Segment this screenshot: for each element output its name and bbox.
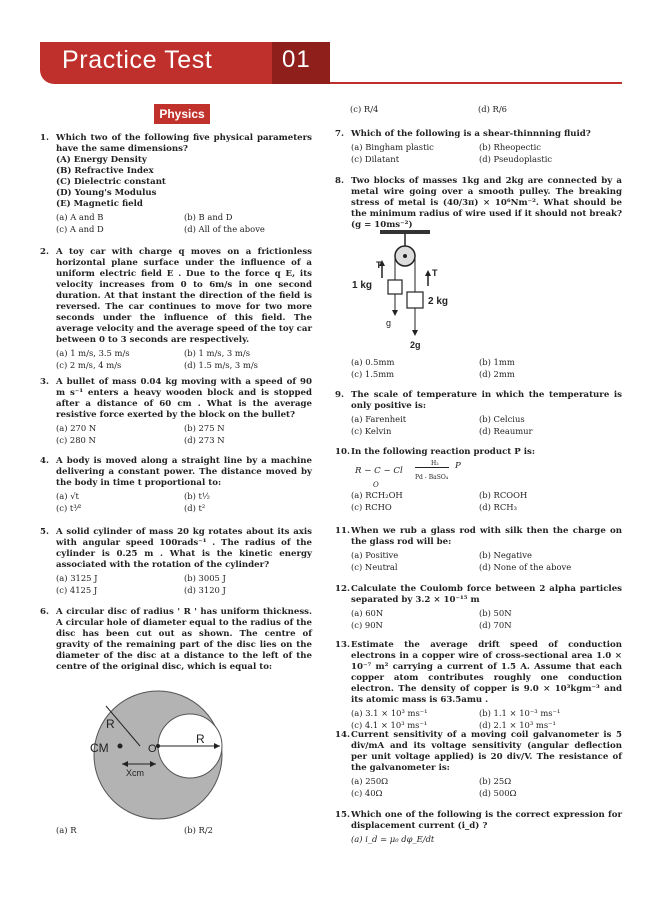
option-c[interactable]: (c) 4125 J bbox=[56, 585, 98, 595]
question-number: 6. bbox=[40, 607, 49, 617]
page-title: Practice Test bbox=[62, 46, 213, 74]
option-a[interactable]: (a) R bbox=[56, 825, 77, 835]
option-d[interactable]: (d) 1.5 m/s, 3 m/s bbox=[184, 360, 258, 370]
question-6-options-ab bbox=[40, 823, 312, 837]
option-b[interactable]: (b) 50N bbox=[479, 608, 512, 618]
option-c[interactable]: (c) Kelvin bbox=[351, 426, 392, 436]
label-g: g bbox=[386, 318, 392, 328]
options bbox=[351, 834, 622, 846]
question-8 bbox=[335, 176, 622, 231]
question-13 bbox=[335, 640, 622, 732]
question-number: 7. bbox=[335, 129, 344, 139]
question-item: (C) Dielectric constant bbox=[56, 177, 166, 187]
option-a[interactable]: (a) 1 m/s, 3.5 m/s bbox=[56, 348, 130, 358]
reagent-bottom: Pd - BaSO₄ bbox=[415, 474, 449, 481]
option-c[interactable]: (c) Dilatant bbox=[351, 154, 400, 164]
option-d[interactable]: (d) RCH₃ bbox=[479, 502, 517, 512]
question-6-options-cd bbox=[350, 102, 622, 116]
option-b[interactable]: (b) 275 N bbox=[184, 423, 225, 433]
header-banner bbox=[40, 42, 330, 84]
question-6 bbox=[40, 607, 312, 673]
option-a[interactable]: (a) 250Ω bbox=[351, 776, 389, 786]
option-d[interactable]: (d) 3120 J bbox=[184, 585, 226, 595]
option-d[interactable]: (d) t² bbox=[184, 503, 206, 513]
question-text: In the following reaction product P is: bbox=[351, 447, 535, 457]
options bbox=[56, 825, 312, 837]
option-c[interactable]: (c) 90N bbox=[351, 620, 383, 630]
option-a[interactable]: (a) 270 N bbox=[56, 423, 97, 433]
question-text: Which one of the following is the correct expression for displacement current (i_d) ? bbox=[351, 810, 622, 831]
question-text: Which of the following is a shear-thinnning fluid? bbox=[351, 129, 591, 139]
question-12 bbox=[335, 584, 622, 632]
option-b[interactable]: (b) t½ bbox=[184, 491, 211, 501]
question-item: (E) Magnetic field bbox=[56, 199, 143, 209]
label-t1: T bbox=[376, 260, 382, 270]
label-2kg: 2 kg bbox=[428, 296, 449, 307]
question-item: (B) Refractive Index bbox=[56, 166, 154, 176]
option-b[interactable]: (b) 1 m/s, 3 m/s bbox=[184, 348, 250, 358]
option-a[interactable]: (a) A and B bbox=[56, 212, 104, 222]
question-text: A toy car with charge q moves on a frictionless horizontal plane surface under the influence of a uniform electric field E . Due to the force q E, its velocity increases from 0 to 6m/s in one second duration. At that instant the direction of the field is reversed. The car continues to move for two more seconds under the influence of this field. The average velocity and the average speed of the toy car between 0 to 3 seconds are respectively. bbox=[56, 247, 312, 345]
pulley-axle bbox=[403, 254, 407, 258]
option-c[interactable]: (c) 2 m/s, 4 m/s bbox=[56, 360, 122, 370]
question-10 bbox=[335, 447, 622, 514]
question-8-options bbox=[335, 355, 622, 381]
options bbox=[350, 104, 622, 116]
option-b[interactable]: (b) Celcius bbox=[479, 414, 525, 424]
options bbox=[351, 550, 622, 574]
option-a[interactable]: (a) 3125 J bbox=[56, 573, 98, 583]
question-15 bbox=[335, 810, 622, 846]
reagent-top: H₂ bbox=[431, 460, 439, 467]
question-text: Calculate the Coulomb force between 2 alpha particles separated by 3.2 × 10⁻¹⁵ m bbox=[351, 584, 622, 605]
label-1kg: 1 kg bbox=[352, 280, 373, 291]
label-2g: 2g bbox=[410, 340, 421, 350]
pulley-figure bbox=[350, 230, 470, 352]
block-2kg bbox=[407, 292, 423, 308]
options bbox=[351, 708, 622, 732]
question-number: 2. bbox=[40, 247, 49, 257]
option-b[interactable]: (b) 1.1 × 10⁻³ ms⁻¹ bbox=[479, 708, 561, 718]
option-c[interactable]: (c) A and D bbox=[56, 224, 104, 234]
option-b[interactable]: (b) B and D bbox=[184, 212, 233, 222]
option-a[interactable]: (a) i_d = μ₀ dφ_E/dt bbox=[351, 834, 435, 844]
option-a[interactable]: (a) 3.1 × 10³ ms⁻¹ bbox=[351, 708, 428, 718]
options bbox=[351, 414, 622, 438]
option-d[interactable]: (d) 2mm bbox=[479, 369, 515, 379]
arrow-down-icon bbox=[392, 310, 398, 316]
option-c[interactable]: (c) t³⁄² bbox=[56, 503, 82, 513]
label-t2: T bbox=[432, 268, 438, 278]
question-item: (D) Young's Modulus bbox=[56, 188, 157, 198]
option-d[interactable]: (d) Reaumur bbox=[479, 426, 533, 436]
options bbox=[56, 348, 312, 372]
question-text: A body is moved along a straight line by a machine delivering a constant power. The distance moved by the body in time t proportional to: bbox=[56, 456, 312, 488]
question-text: Estimate the average drift speed of conduction electrons in a copper wire of cross-sectional area 1.0 × 10⁻⁷ m² carrying a current of 1.5 A. Assume that each copper atom contributes roughly one conduction electron. The density of copper is 9.0 × 10³kgm⁻³ and its atomic mass is 63.5amu . bbox=[351, 640, 622, 705]
question-14 bbox=[335, 730, 622, 800]
options bbox=[351, 608, 622, 632]
option-a[interactable]: (a) RCH₂OH bbox=[351, 490, 403, 500]
options bbox=[351, 357, 622, 381]
option-a[interactable]: (a) Positive bbox=[351, 550, 399, 560]
ceiling bbox=[380, 230, 430, 234]
question-text: The scale of temperature in which the temperature is only positive is: bbox=[351, 390, 622, 411]
question-text: Current sensitivity of a moving coil galvanometer is 5 div/mA and its voltage sensitivity (angular deflection per unit voltage applied) is 20 div/V. The resistance of the galvanometer is: bbox=[351, 730, 622, 773]
option-c[interactable]: (c) R/4 bbox=[350, 104, 379, 114]
option-a[interactable]: (a) 60N bbox=[351, 608, 384, 618]
option-d[interactable]: (d) 2.1 × 10³ ms⁻¹ bbox=[479, 720, 556, 730]
option-b[interactable]: (b) R/2 bbox=[184, 825, 214, 835]
question-number: 13. bbox=[335, 640, 350, 650]
label-xcm: Xcm bbox=[126, 768, 144, 778]
question-text: When we rub a glass rod with silk then the charge on the glass rod will be: bbox=[351, 526, 622, 547]
question-2 bbox=[40, 247, 312, 372]
option-c[interactable]: (c) 280 N bbox=[56, 435, 96, 445]
question-number: 4. bbox=[40, 456, 49, 466]
option-d[interactable]: (d) 273 N bbox=[184, 435, 225, 445]
option-d[interactable]: (d) Pseudoplastic bbox=[479, 154, 553, 164]
options bbox=[56, 491, 312, 515]
subject-heading: Physics bbox=[154, 104, 210, 124]
arrow-down-icon bbox=[412, 330, 418, 336]
option-b[interactable]: (b) 25Ω bbox=[479, 776, 512, 786]
question-number: 10. bbox=[335, 447, 350, 457]
option-c[interactable]: (c) 40Ω bbox=[351, 788, 383, 798]
option-b[interactable]: (b) Rheopectic bbox=[479, 142, 541, 152]
question-item: (A) Energy Density bbox=[56, 155, 147, 165]
option-c[interactable]: (c) 1.5mm bbox=[351, 369, 395, 379]
option-d[interactable]: (d) 500Ω bbox=[479, 788, 517, 798]
option-b[interactable]: (b) 3005 J bbox=[184, 573, 226, 583]
option-c[interactable]: (c) Neutral bbox=[351, 562, 398, 572]
option-a[interactable]: (a) 0.5mm bbox=[351, 357, 395, 367]
question-7 bbox=[335, 129, 622, 166]
centre-dot bbox=[156, 744, 160, 748]
test-number: 01 bbox=[282, 46, 311, 73]
options bbox=[56, 573, 312, 597]
question-text: A solid cylinder of mass 20 kg rotates about its axis with angular speed 100rads⁻¹ . The radius of the cylinder is 0.25 m . What is the kinetic energy associated with the rotation of the cylinder? bbox=[56, 527, 312, 570]
question-text: A circular disc of radius ' R ' has uniform thickness. A circular hole of diameter equal to the radius of the disc has been cut out as shown. The centre of gravity of the remaining part of the disc lies on the diameter of the disc at a distance to the left of the centre of the original disc, which is equal to: bbox=[56, 607, 312, 672]
question-4 bbox=[40, 456, 312, 515]
label-cm: CM bbox=[90, 741, 109, 755]
arrow-up-icon bbox=[425, 270, 431, 276]
question-9 bbox=[335, 390, 622, 438]
question-11 bbox=[335, 526, 622, 574]
option-a[interactable]: (a) √t bbox=[56, 491, 79, 501]
question-number: 15. bbox=[335, 810, 350, 820]
question-number: 8. bbox=[335, 176, 344, 186]
option-b[interactable]: (b) 1mm bbox=[479, 357, 515, 367]
reaction-scheme bbox=[355, 458, 622, 488]
disc-figure bbox=[68, 688, 248, 823]
option-d[interactable]: (d) All of the above bbox=[184, 224, 265, 234]
options bbox=[56, 423, 312, 447]
option-c[interactable]: (c) RCHO bbox=[351, 502, 392, 512]
block-1kg bbox=[388, 280, 402, 294]
option-a[interactable]: (a) Farenheit bbox=[351, 414, 407, 424]
header-rule bbox=[330, 82, 622, 84]
option-a[interactable]: (a) Bingham plastic bbox=[351, 142, 434, 152]
question-number: 12. bbox=[335, 584, 350, 594]
label-r-outer: R bbox=[106, 717, 115, 731]
options bbox=[351, 490, 622, 514]
reaction-arrow bbox=[415, 467, 449, 468]
reactant: R − C − Cl bbox=[355, 466, 403, 476]
option-d[interactable]: (d) None of the above bbox=[479, 562, 572, 572]
label-o: O bbox=[148, 743, 157, 755]
question-number: 3. bbox=[40, 377, 49, 387]
option-b[interactable]: (b) RCOOH bbox=[479, 490, 528, 500]
question-3 bbox=[40, 377, 312, 447]
carbonyl-oxygen: O bbox=[373, 481, 379, 489]
product: P bbox=[455, 461, 461, 471]
option-c[interactable]: (c) 4.1 × 10³ ms⁻¹ bbox=[351, 720, 428, 730]
question-number: 9. bbox=[335, 390, 344, 400]
options bbox=[351, 142, 622, 166]
question-text: A bullet of mass 0.04 kg moving with a speed of 90 m s⁻¹ enters a heavy wooden block and is stopped after a distance of 60 cm . What is the average resistive force exerted by the block on the bullet? bbox=[56, 377, 312, 420]
cm-dot bbox=[118, 744, 123, 749]
label-r-inner: R bbox=[196, 732, 205, 746]
options bbox=[351, 776, 622, 800]
option-d[interactable]: (d) 70N bbox=[479, 620, 512, 630]
options bbox=[56, 212, 312, 236]
question-text: Which two of the following five physical parameters have the same dimensions? bbox=[56, 133, 312, 154]
question-number: 1. bbox=[40, 133, 49, 143]
question-1 bbox=[40, 133, 312, 236]
question-number: 14. bbox=[335, 730, 350, 740]
option-b[interactable]: (b) Negative bbox=[479, 550, 532, 560]
option-d[interactable]: (d) R/6 bbox=[478, 104, 508, 114]
question-text: Two blocks of masses 1kg and 2kg are connected by a metal wire going over a smooth pulley. The breaking stress of metal is (40/3π) × 10⁶Nm⁻². What should be the minimum radius of wire used if it should not break? (g = 10ms⁻²) bbox=[351, 176, 622, 230]
question-number: 5. bbox=[40, 527, 49, 537]
question-5 bbox=[40, 527, 312, 597]
question-number: 11. bbox=[335, 526, 350, 536]
